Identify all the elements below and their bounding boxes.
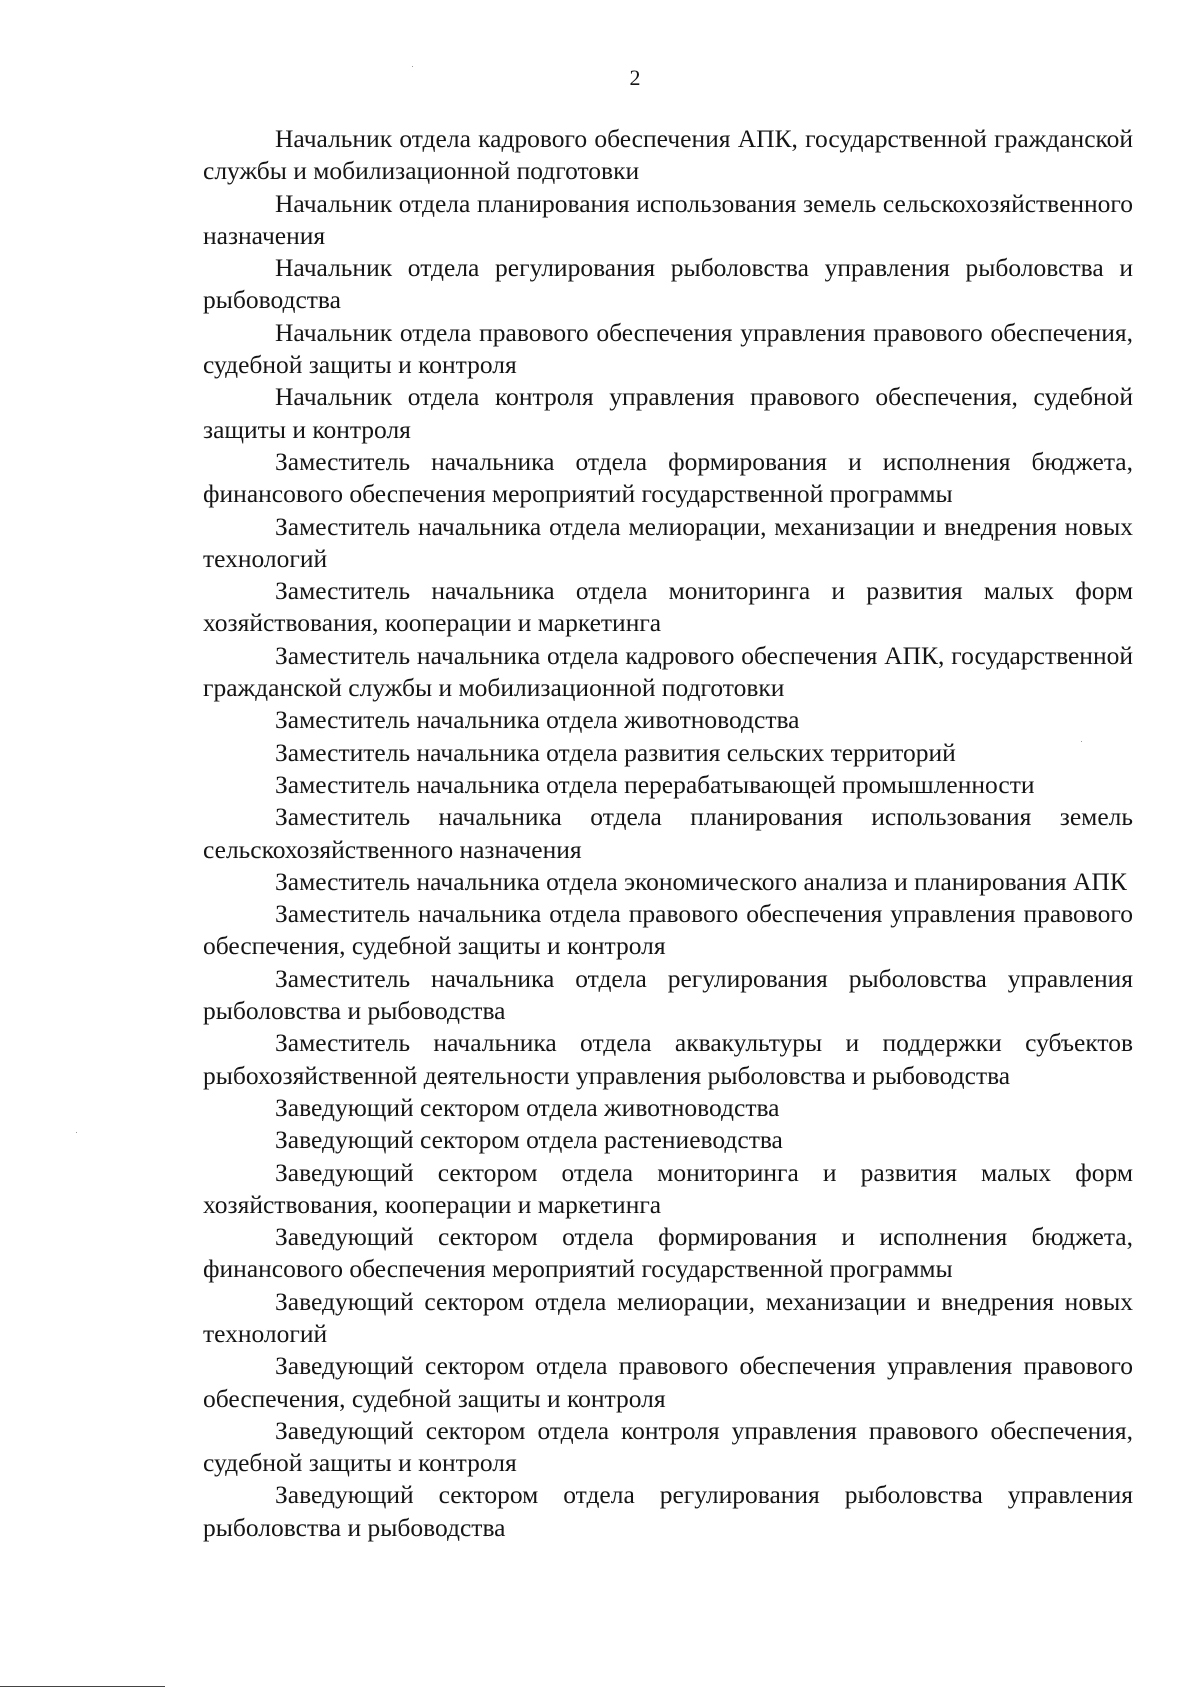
position-entry: Начальник отдела кадрового обеспечения АПК, государственной гражданской службы и мобилизационной подготовки (203, 124, 1133, 186)
position-entry: Заместитель начальника отдела кадрового обеспечения АПК, государственной гражданской службы и мобилизационной подготовки (203, 640, 1133, 703)
position-entry: Заведующий сектором отдела контроля управления правового обеспечения, судебной защиты и контроля (203, 1415, 1133, 1478)
scan-speck (1081, 741, 1082, 742)
position-entry: Заместитель начальника отдела регулирования рыболовства управления рыболовства и рыбоводства (203, 963, 1133, 1026)
scan-speck (76, 1132, 77, 1133)
footer-rule (0, 1686, 165, 1687)
position-entry: Начальник отдела контроля управления правового обеспечения, судебной защиты и контроля (203, 382, 1133, 444)
position-entry: Заведующий сектором отдела регулирования рыболовства управления рыболовства и рыбоводства (203, 1480, 1133, 1542)
position-entry: Заместитель начальника отдела правового обеспечения управления правового обеспечения, судебной защиты и контроля (203, 899, 1133, 961)
position-entry: Заместитель начальника отдела животноводства (275, 705, 800, 735)
position-entry: Заведующий сектором отдела животноводства (275, 1092, 780, 1122)
page-number: 2 (629, 65, 641, 90)
position-entry: Заместитель начальника отдела развития сельских территорий (275, 737, 956, 767)
position-entry: Начальник отдела планирования использования земель сельскохозяйственного назначения (203, 188, 1133, 250)
position-entry: Заместитель начальника отдела формирования и исполнения бюджета, финансового обеспечения мероприятий государственной программы (203, 446, 1133, 509)
position-entry: Заместитель начальника отдела экономического анализа и планирования АПК (275, 866, 1127, 896)
position-entry: Заместитель начальника отдела аквакультуры и поддержки субъектов рыбохозяйственной деятельности управления рыболовства и рыбоводства (203, 1028, 1133, 1090)
position-entry: Заведующий сектором отдела мелиорации, механизации и внедрения новых технологий (203, 1286, 1133, 1348)
position-list (203, 123, 1133, 1544)
position-entry: Начальник отдела регулирования рыболовства управления рыболовства и рыбоводства (203, 253, 1133, 315)
position-entry: Заведующий сектором отдела растениеводства (275, 1125, 783, 1155)
position-entry: Заместитель начальника отдела перерабатывающей промышленности (275, 769, 1035, 799)
position-entry: Заведующий сектором отдела формирования и исполнения бюджета, финансового обеспечения мероприятий государственной программы (203, 1222, 1133, 1284)
position-entry: Заведующий сектором отдела мониторинга и развития малых форм хозяйствования, кооперации и маркетинга (203, 1157, 1133, 1219)
position-entry: Заместитель начальника отдела мелиорации, механизации и внедрения новых технологий (203, 511, 1133, 573)
position-entry: Заместитель начальника отдела мониторинга и развития малых форм хозяйствования, кооперации и маркетинга (203, 576, 1133, 638)
position-entry: Заместитель начальника отдела планирования использования земель сельскохозяйственного назначения (203, 802, 1133, 864)
position-entry: Заведующий сектором отдела правового обеспечения управления правового обеспечения, судебной защиты и контроля (203, 1351, 1133, 1413)
scan-speck (412, 66, 413, 67)
position-entry: Начальник отдела правового обеспечения управления правового обеспечения, судебной защиты и контроля (203, 317, 1133, 380)
